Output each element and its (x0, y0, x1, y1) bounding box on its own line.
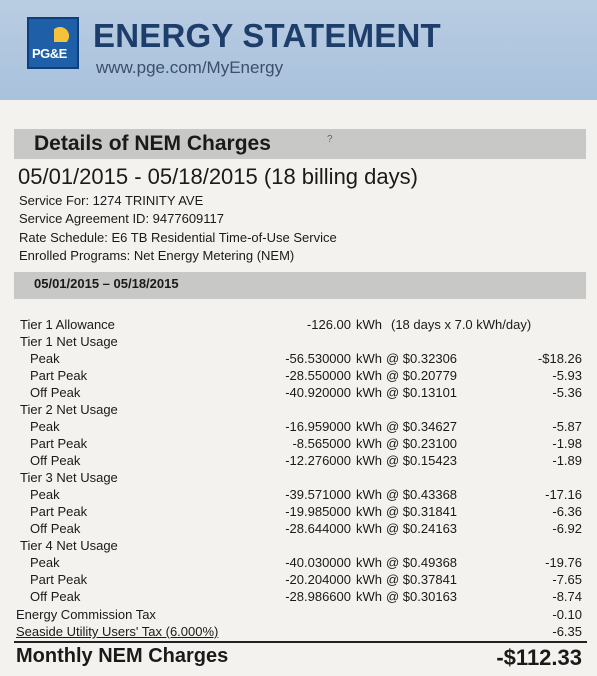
row-amount: -7.65 (552, 572, 582, 587)
table-row (0, 589, 597, 606)
section-title: Details of NEM Charges (34, 132, 271, 155)
row-rate: @ $0.20779 (386, 368, 458, 383)
statement-header (0, 0, 597, 100)
row-qty: -56.530000 (285, 351, 351, 366)
row-unit: kWh (356, 589, 382, 604)
total-divider (14, 641, 587, 643)
table-row (0, 504, 597, 521)
tax-label: Seaside Utility Users' Tax (6.000%) (16, 624, 219, 639)
row-unit: kWh (356, 572, 382, 587)
total-label: Monthly NEM Charges (16, 645, 229, 667)
row-label: Off Peak (30, 521, 81, 536)
row-rate: @ $0.43368 (386, 487, 458, 502)
row-qty: -16.959000 (285, 419, 351, 434)
pge-logo (27, 17, 79, 69)
table-row (0, 555, 597, 572)
row-unit: kWh (356, 521, 382, 536)
row-qty: -12.276000 (285, 453, 351, 468)
allowance-row (0, 317, 597, 334)
row-amount: -17.16 (545, 487, 582, 502)
row-label: Part Peak (30, 436, 88, 451)
row-label: Peak (30, 555, 60, 570)
row-rate: @ $0.15423 (386, 453, 458, 468)
row-rate: @ $0.23100 (386, 436, 458, 451)
tax-row (0, 624, 597, 641)
row-amount: -1.89 (552, 453, 582, 468)
enrolled-programs: Enrolled Programs: Net Energy Metering (NEM) (19, 248, 295, 263)
table-row (0, 453, 597, 470)
row-unit: kWh (356, 555, 382, 570)
subperiod-title: 05/01/2015 – 05/18/2015 (34, 276, 179, 291)
row-label: Peak (30, 351, 60, 366)
tier-label: Tier 3 Net Usage (20, 470, 118, 485)
tier-header (0, 334, 597, 351)
row-label: Part Peak (30, 368, 88, 383)
section-header-bar (14, 129, 586, 159)
row-rate: @ $0.34627 (386, 419, 458, 434)
subperiod-bar (14, 272, 586, 299)
row-rate: @ $0.31841 (386, 504, 458, 519)
tax-amount: -6.35 (552, 624, 582, 639)
row-qty: -28.644000 (285, 521, 351, 536)
allowance-qty: -126.00 (306, 317, 351, 332)
table-row (0, 572, 597, 589)
row-amount: -1.98 (552, 436, 582, 451)
row-qty: -39.571000 (285, 487, 351, 502)
table-row (0, 351, 597, 368)
total-amount: -$112.33 (496, 645, 582, 670)
tax-row (0, 607, 597, 624)
handwritten-mark: ? (327, 134, 333, 145)
row-amount: -6.92 (552, 521, 582, 536)
row-amount: -6.36 (552, 504, 582, 519)
row-amount: -5.93 (552, 368, 582, 383)
allowance-label: Tier 1 Allowance (20, 317, 115, 332)
row-rate: @ $0.49368 (386, 555, 458, 570)
row-qty: -40.030000 (285, 555, 351, 570)
row-label: Off Peak (30, 453, 81, 468)
row-unit: kWh (356, 453, 382, 468)
table-row (0, 419, 597, 436)
row-unit: kWh (356, 368, 382, 383)
row-label: Off Peak (30, 385, 81, 400)
row-rate: @ $0.37841 (386, 572, 458, 587)
logo-text: PG&E (32, 46, 67, 61)
row-qty: -19.985000 (285, 504, 351, 519)
tax-amount: -0.10 (552, 607, 582, 622)
table-row (0, 521, 597, 538)
tier-label: Tier 1 Net Usage (20, 334, 118, 349)
tier-header (0, 538, 597, 555)
row-unit: kWh (356, 351, 382, 366)
row-qty: -20.204000 (285, 572, 351, 587)
row-amount: -5.36 (552, 385, 582, 400)
row-amount: -8.74 (552, 589, 582, 604)
tier-label: Tier 2 Net Usage (20, 402, 118, 417)
row-unit: kWh (356, 436, 382, 451)
row-label: Part Peak (30, 504, 88, 519)
tier-header (0, 402, 597, 419)
row-label: Peak (30, 419, 60, 434)
allowance-unit: kWh (356, 317, 382, 332)
row-label: Peak (30, 487, 60, 502)
row-amount: -$18.26 (537, 351, 582, 366)
service-agreement: Service Agreement ID: 9477609117 (19, 211, 225, 226)
tax-label: Energy Commission Tax (16, 607, 156, 622)
table-row (0, 368, 597, 385)
row-unit: kWh (356, 487, 382, 502)
sun-icon (54, 22, 74, 42)
tier-header (0, 470, 597, 487)
row-label: Off Peak (30, 589, 81, 604)
row-qty: -40.920000 (285, 385, 351, 400)
tier-label: Tier 4 Net Usage (20, 538, 118, 553)
statement-title: ENERGY STATEMENT (93, 17, 441, 54)
row-rate: @ $0.24163 (386, 521, 458, 536)
table-row (0, 487, 597, 504)
row-unit: kWh (356, 419, 382, 434)
row-qty: -28.986600 (285, 589, 351, 604)
row-rate: @ $0.30163 (386, 589, 458, 604)
row-rate: @ $0.32306 (386, 351, 458, 366)
row-qty: -8.565000 (292, 436, 351, 451)
service-for: Service For: 1274 TRINITY AVE (19, 193, 204, 208)
allowance-note: (18 days x 7.0 kWh/day) (391, 317, 532, 332)
statement-url[interactable]: www.pge.com/MyEnergy (96, 58, 284, 77)
row-amount: -19.76 (545, 555, 582, 570)
rate-schedule: Rate Schedule: E6 TB Residential Time-of-Use Service (19, 230, 337, 245)
billing-period: 05/01/2015 - 05/18/2015 (18 billing days) (18, 164, 418, 189)
table-row (0, 385, 597, 402)
row-label: Part Peak (30, 572, 88, 587)
row-qty: -28.550000 (285, 368, 351, 383)
row-amount: -5.87 (552, 419, 582, 434)
row-unit: kWh (356, 504, 382, 519)
row-unit: kWh (356, 385, 382, 400)
row-rate: @ $0.13101 (386, 385, 458, 400)
table-row (0, 436, 597, 453)
